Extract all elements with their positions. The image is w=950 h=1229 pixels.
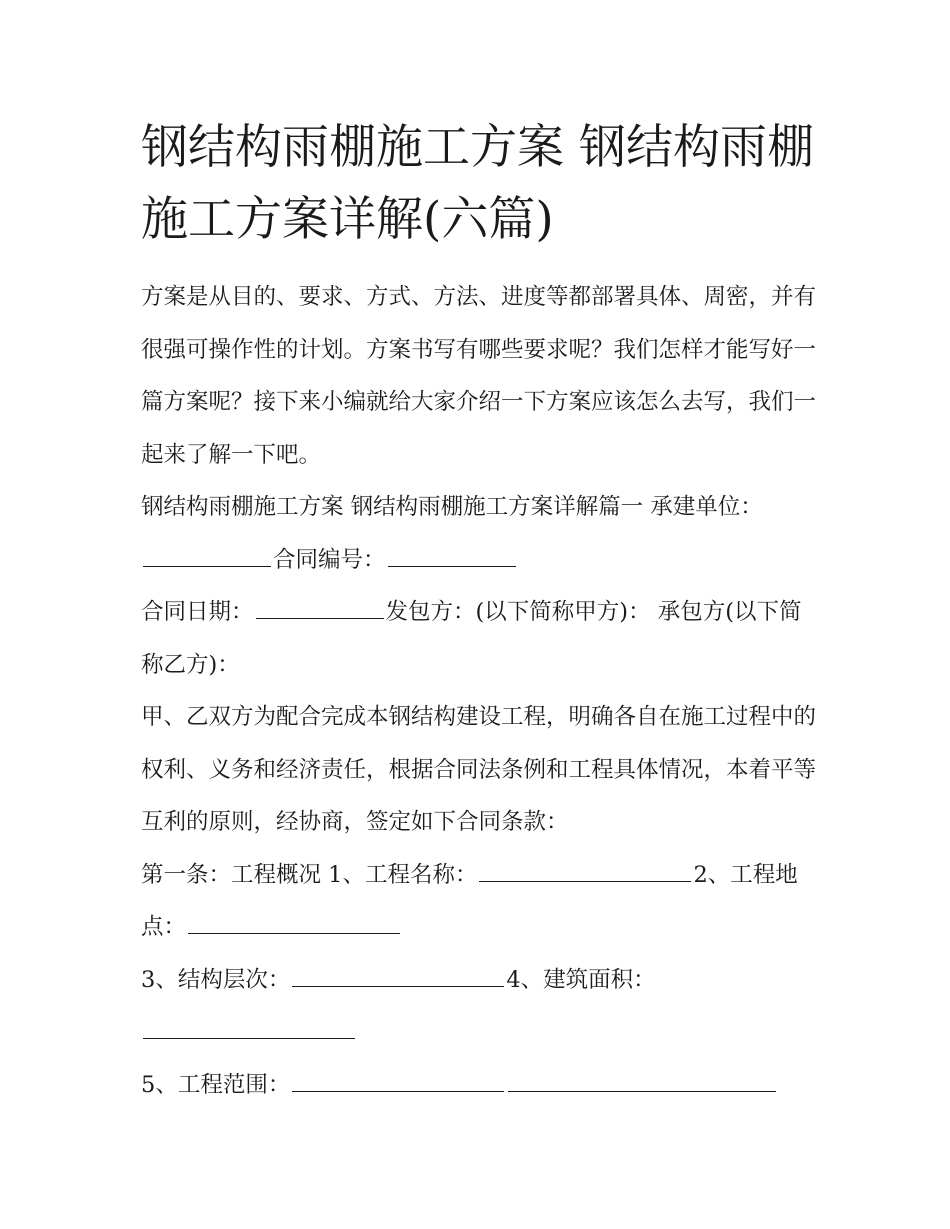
contract-date-paragraph <box>141 586 821 691</box>
item5-label: 5、工程范围： <box>141 1071 291 1098</box>
contract-date-blank <box>256 597 384 619</box>
structure-levels-blank <box>292 964 504 986</box>
intro-paragraph: 方案是从目的、要求、方式、方法、进度等都部署具体、周密，并有很强可操作性的计划。方案书写有哪些要求呢？我们怎样才能写好一篇方案呢？接下来小编就给大家介绍一下方案应该怎么去写，我们一起来了解一下吧。 <box>141 284 817 468</box>
document-title: 钢结构雨棚施工方案 钢结构雨棚施工方案详解(六篇) <box>141 120 814 247</box>
contract-date-label: 合同日期： <box>141 599 254 625</box>
item3-paragraph <box>141 954 821 1059</box>
project-name-blank <box>479 859 691 881</box>
contractor-blank <box>143 544 271 566</box>
item3-label: 3、结构层次： <box>141 966 291 993</box>
contract-no-blank <box>388 544 516 566</box>
contract-header-paragraph <box>141 481 821 586</box>
document-content <box>141 112 821 1111</box>
item4-label: 4、建筑面积： <box>506 966 656 993</box>
parties-text: 发包方：(以下简称甲方)： 承包方(以下简称乙方)： <box>141 599 802 678</box>
project-scope-blank <box>292 1069 504 1091</box>
article1-label: 第一条：工程概况 1、工程名称： <box>141 861 478 888</box>
section-heading: 钢结构雨棚施工方案 钢结构雨棚施工方案详解篇一 承建单位： <box>141 494 763 520</box>
item2-label: 2、工程地点： <box>141 861 798 940</box>
project-location-blank <box>188 912 400 934</box>
body-paragraph: 甲、乙双方为配合完成本钢结构建设工程，明确各自在施工过程中的权利、义务和经济责任，根据合同法条例和工程具体情况，本着平等互利的原则，经协商，签定如下合同条款： <box>141 704 817 835</box>
item5-paragraph <box>141 1059 821 1112</box>
project-scope-blank-2 <box>508 1069 776 1091</box>
article1-paragraph <box>141 849 821 954</box>
building-area-blank <box>143 1017 355 1039</box>
contract-no-label: 合同编号： <box>273 546 386 573</box>
